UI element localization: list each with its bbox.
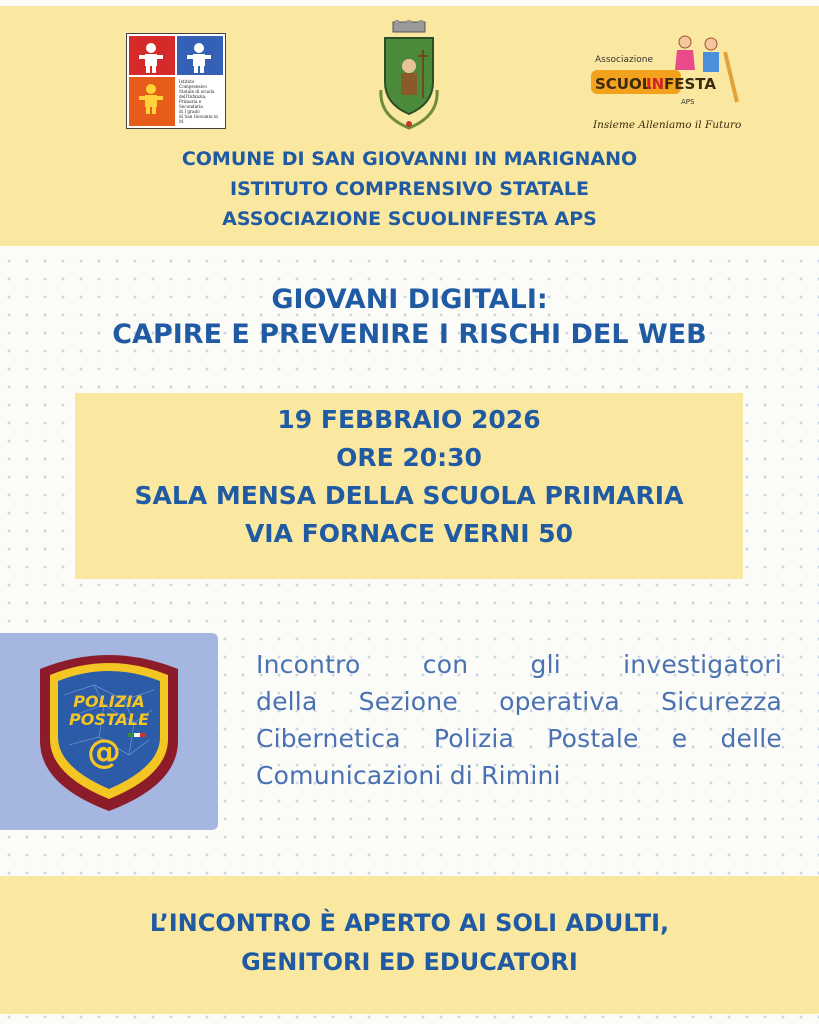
event-address: VIA FORNACE VERNI 50	[244, 519, 574, 548]
school-logo-line: dell'Infanzia,	[179, 94, 207, 99]
audience-note	[0, 904, 819, 982]
school-logo-line: di San Giovanni in M.	[179, 114, 218, 124]
description-line3: Cibernetica Polizia Postale e delle	[256, 724, 782, 753]
school-logo-tile-3	[129, 77, 175, 126]
audience-note-line2: GENITORI ED EDUCATORI	[241, 948, 578, 976]
svg-text:@: @	[87, 732, 121, 772]
school-logo-line: di I grado	[179, 109, 200, 114]
school-logo-tile-2	[177, 36, 223, 75]
organizer-school: ISTITUTO COMPRENSIVO STATALE	[230, 178, 589, 200]
logo-motto: Insieme Alleniamo il Futuro	[593, 119, 742, 131]
organizer-association: ASSOCIAZIONE SCUOLINFESTA APS	[222, 208, 597, 230]
event-title-line2: CAPIRE E PREVENIRE I RISCHI DEL WEB	[112, 319, 707, 350]
meeting-description	[256, 646, 782, 794]
logo-aps: APS	[681, 98, 695, 106]
description-line2: della Sezione operativa Sicurezza	[256, 687, 782, 716]
organizer-municipality: COMUNE DI SAN GIOVANNI IN MARIGNANO	[181, 148, 638, 170]
child-figure-icon	[137, 83, 165, 115]
school-logo-line: Istituto Comprensivo	[179, 79, 207, 89]
school-logo-tile-1	[129, 36, 175, 75]
event-venue: SALA MENSA DELLA SCUOLA PRIMARIA	[134, 481, 684, 510]
school-logo-line: Primaria e	[179, 99, 202, 104]
school-logo-text	[177, 77, 223, 126]
logo-association-label: Associazione	[595, 55, 653, 65]
logo-name-part3: FESTA	[664, 75, 716, 93]
school-logo	[126, 33, 226, 129]
event-time: ORE 20:30	[336, 443, 482, 472]
event-details-box	[75, 393, 743, 579]
organizers	[0, 144, 819, 234]
event-title	[0, 282, 819, 352]
event-title-line1: GIOVANI DIGITALI:	[271, 284, 548, 315]
logo-name-part1: SCUOL	[595, 75, 652, 93]
child-figure-icon	[185, 42, 213, 74]
description-line4: Comunicazioni di Rimini	[256, 761, 561, 790]
badge-line2: POSTALE	[68, 710, 150, 729]
badge-line1: POLIZIA	[73, 692, 145, 711]
event-date: 19 FEBBRAIO 2026	[277, 405, 541, 434]
child-figure-icon	[137, 42, 165, 74]
description-line1: Incontro con gli investigatori	[256, 650, 782, 679]
audience-note-line1: L’INCONTRO È APERTO AI SOLI ADULTI,	[149, 909, 670, 937]
scuolinfesta-logo	[585, 32, 745, 132]
school-logo-line: Secondaria	[179, 104, 203, 109]
school-logo-line: Statale di scuola	[179, 89, 215, 94]
logo-name-part2: IN	[646, 75, 665, 93]
polizia-postale-badge-icon	[34, 645, 184, 815]
municipal-crest-icon	[371, 20, 447, 134]
